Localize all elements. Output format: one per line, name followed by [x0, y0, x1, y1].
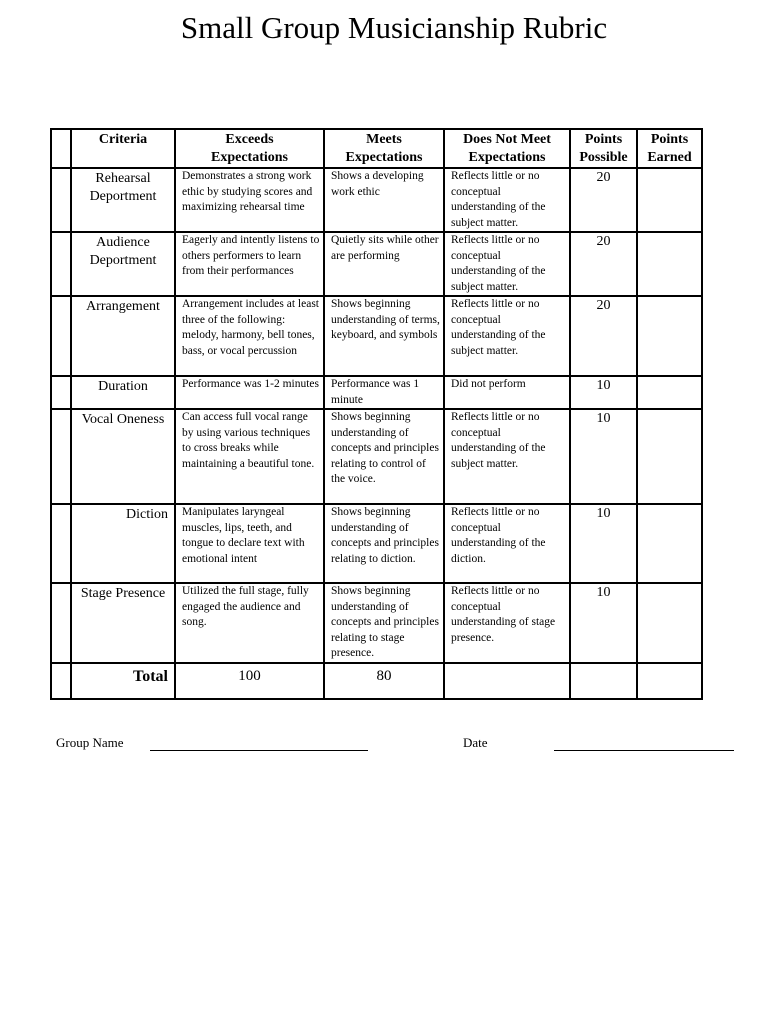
- blank-cell: [51, 376, 71, 409]
- meets-cell: Shows beginning understanding of terms, keyboard, and symbols: [324, 296, 444, 376]
- date-label: Date: [463, 735, 488, 750]
- does-not-meet-cell: Reflects little or no conceptual understanding of the subject matter.: [444, 232, 570, 296]
- exceeds-cell: Demonstrates a strong work ethic by studying scores and maximizing rehearsal time: [175, 168, 324, 232]
- does-not-meet-cell: Did not perform: [444, 376, 570, 409]
- total-points-earned-cell[interactable]: [637, 663, 702, 699]
- points-possible-cell: 20: [570, 168, 637, 232]
- does-not-meet-cell: Reflects little or no conceptual understanding of the subject matter.: [444, 409, 570, 504]
- table-row: [51, 409, 702, 504]
- total-row: [51, 663, 702, 699]
- criteria-cell: Rehearsal Deportment: [71, 168, 175, 232]
- table-row: [51, 168, 702, 232]
- blank-cell: [51, 583, 71, 663]
- group-name-label: Group Name: [56, 735, 124, 750]
- points-possible-cell: 10: [570, 504, 637, 583]
- meets-cell: Shows beginning understanding of concepts and principles relating to diction.: [324, 504, 444, 583]
- header-does-not-meet: Does Not Meet Expectations: [444, 129, 570, 168]
- meets-cell: Shows beginning understanding of concepts and principles relating to stage presence.: [324, 583, 444, 663]
- header-row: [51, 129, 702, 168]
- total-label: Total: [71, 663, 175, 699]
- does-not-meet-cell: Reflects little or no conceptual understanding of the subject matter.: [444, 168, 570, 232]
- does-not-meet-cell: Reflects little or no conceptual understanding of stage presence.: [444, 583, 570, 663]
- criteria-cell: Arrangement: [71, 296, 175, 376]
- blank-cell: [51, 409, 71, 504]
- points-possible-cell: 10: [570, 376, 637, 409]
- criteria-cell: Diction: [71, 504, 175, 583]
- table-row: [51, 504, 702, 583]
- criteria-cell: Audience Deportment: [71, 232, 175, 296]
- date-field[interactable]: [554, 750, 734, 751]
- rubric-table: [50, 128, 703, 700]
- blank-cell: [51, 663, 71, 699]
- exceeds-cell: Performance was 1-2 minutes: [175, 376, 324, 409]
- meets-cell: Shows a developing work ethic: [324, 168, 444, 232]
- points-possible-cell: 20: [570, 232, 637, 296]
- header-meets: Meets Expectations: [324, 129, 444, 168]
- meets-cell: Performance was 1 minute: [324, 376, 444, 409]
- page-title: Small Group Musicianship Rubric: [180, 10, 608, 45]
- does-not-meet-cell: Reflects little or no conceptual understanding of the subject matter.: [444, 296, 570, 376]
- table-row: [51, 583, 702, 663]
- group-name-field[interactable]: [150, 750, 368, 751]
- blank-cell: [51, 296, 71, 376]
- exceeds-cell: Eagerly and intently listens to others performers to learn from their performances: [175, 232, 324, 296]
- meets-cell: Quietly sits while other are performing: [324, 232, 444, 296]
- points-earned-cell[interactable]: [637, 504, 702, 583]
- blank-cell: [51, 168, 71, 232]
- points-earned-cell[interactable]: [637, 583, 702, 663]
- total-exceeds-value: 100: [175, 663, 324, 699]
- total-does-not-meet-cell: [444, 663, 570, 699]
- points-earned-cell[interactable]: [637, 232, 702, 296]
- header-criteria: Criteria: [71, 129, 175, 168]
- points-possible-cell: 10: [570, 409, 637, 504]
- criteria-cell: Stage Presence: [71, 583, 175, 663]
- table-row: [51, 376, 702, 409]
- total-points-possible-cell: [570, 663, 637, 699]
- points-possible-cell: 20: [570, 296, 637, 376]
- exceeds-cell: Utilized the full stage, fully engaged the audience and song.: [175, 583, 324, 663]
- points-earned-cell[interactable]: [637, 409, 702, 504]
- exceeds-cell: Arrangement includes at least three of the following: melody, harmony, bell tones, bass, or vocal percussion: [175, 296, 324, 376]
- meets-cell: Shows beginning understanding of concepts and principles relating to control of the voice.: [324, 409, 444, 504]
- points-earned-cell[interactable]: [637, 376, 702, 409]
- table-row: [51, 296, 702, 376]
- exceeds-cell: Manipulates laryngeal muscles, lips, teeth, and tongue to declare text with emotional intent: [175, 504, 324, 583]
- blank-cell: [51, 504, 71, 583]
- points-earned-cell[interactable]: [637, 168, 702, 232]
- blank-cell: [51, 232, 71, 296]
- total-meets-value: 80: [324, 663, 444, 699]
- criteria-cell: Vocal Oneness: [71, 409, 175, 504]
- table-row: [51, 232, 702, 296]
- header-exceeds: Exceeds Expectations: [175, 129, 324, 168]
- points-earned-cell[interactable]: [637, 296, 702, 376]
- does-not-meet-cell: Reflects little or no conceptual understanding of the diction.: [444, 504, 570, 583]
- criteria-cell: Duration: [71, 376, 175, 409]
- exceeds-cell: Can access full vocal range by using various techniques to cross breaks while maintaining a beautiful tone.: [175, 409, 324, 504]
- blank-header-cell: [51, 129, 71, 168]
- header-points-earned: Points Earned: [637, 129, 702, 168]
- points-possible-cell: 10: [570, 583, 637, 663]
- header-points-possible: Points Possible: [570, 129, 637, 168]
